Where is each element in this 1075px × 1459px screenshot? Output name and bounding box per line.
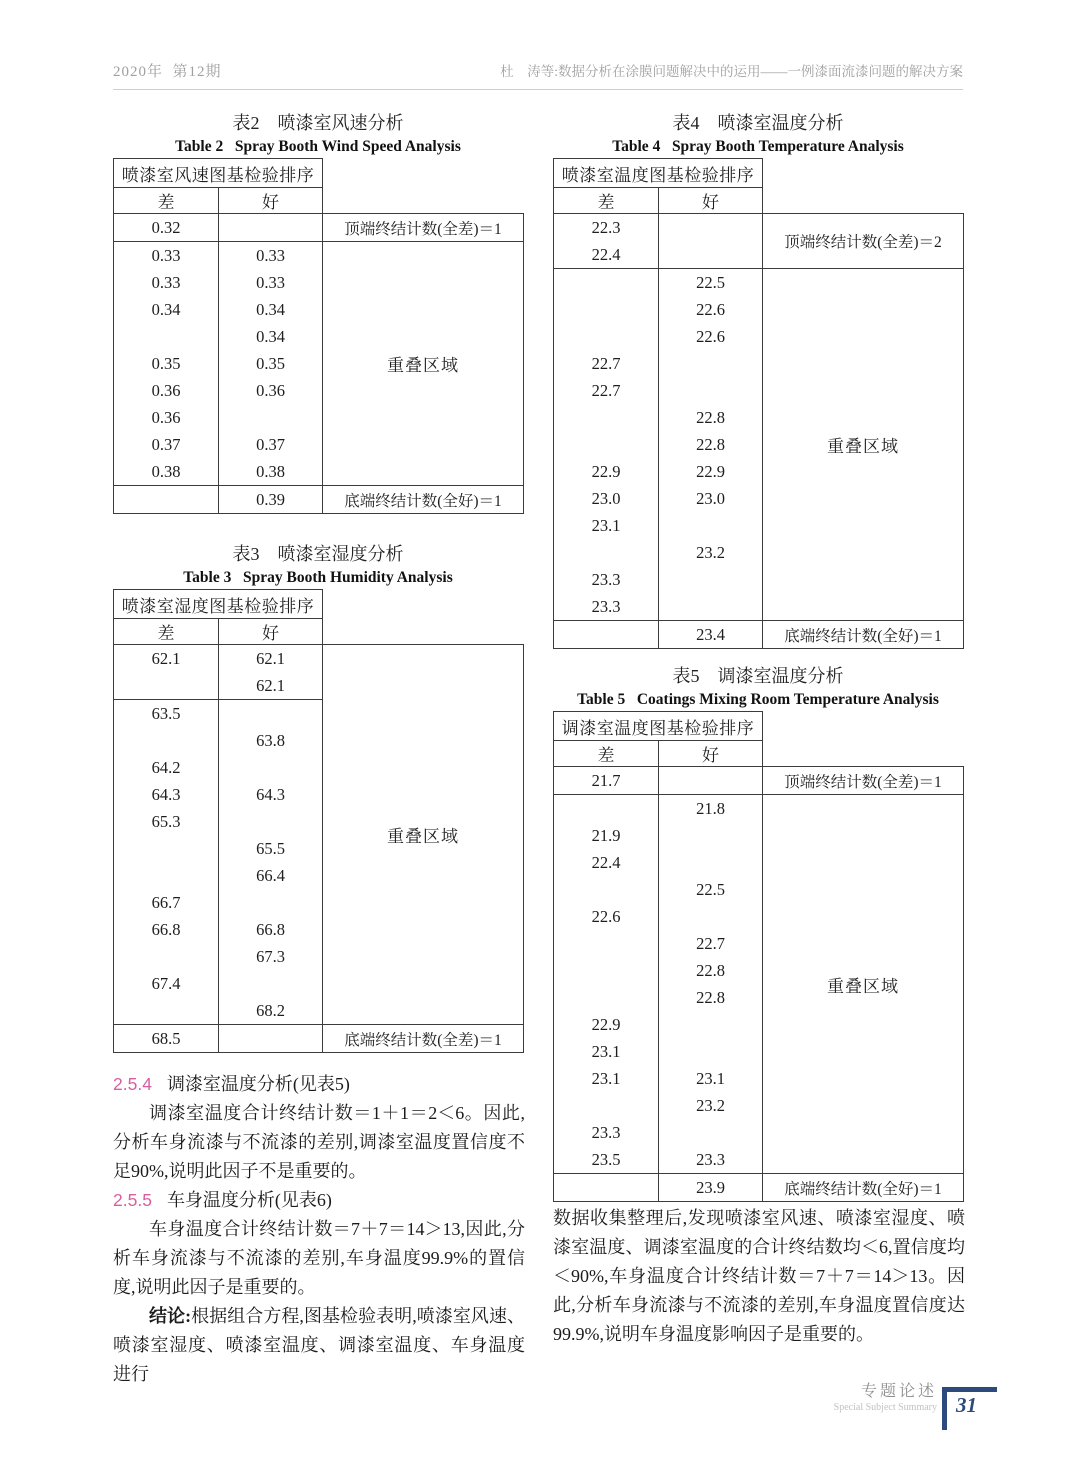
cell-good: 23.4 bbox=[659, 621, 763, 649]
col-header-bad: 差 bbox=[114, 619, 219, 645]
page-header bbox=[113, 60, 963, 81]
cell-bad bbox=[554, 404, 659, 431]
section-title: 车身温度分析(见表6) bbox=[166, 1190, 332, 1210]
cell-bad: 23.3 bbox=[554, 1119, 659, 1146]
cell-good: 22.6 bbox=[659, 296, 763, 323]
page-footer bbox=[834, 1378, 997, 1430]
cell-bad bbox=[114, 323, 219, 350]
spacer-cell bbox=[763, 159, 964, 188]
cell-bad: 23.1 bbox=[554, 1065, 659, 1092]
table-title-zh: 表2 喷漆室风速分析 bbox=[232, 113, 404, 133]
column-header-row bbox=[554, 188, 964, 214]
table-row bbox=[114, 486, 524, 514]
col-header-good: 好 bbox=[659, 188, 763, 214]
column-header-row bbox=[114, 188, 524, 214]
spacer-cell bbox=[763, 741, 964, 767]
cell-good: 0.35 bbox=[219, 350, 323, 377]
cell-bad bbox=[554, 795, 659, 823]
issue-info: 2020年 第12期 bbox=[113, 64, 222, 80]
col-header-bad: 差 bbox=[554, 188, 659, 214]
cell-bad: 22.9 bbox=[554, 458, 659, 485]
cell-bad: 0.38 bbox=[114, 458, 219, 486]
cell-bad: 23.5 bbox=[554, 1146, 659, 1174]
cell-bad bbox=[554, 323, 659, 350]
spacer-cell bbox=[763, 712, 964, 741]
table-row bbox=[554, 269, 964, 297]
cell-bad bbox=[554, 431, 659, 458]
cell-good bbox=[659, 1011, 763, 1038]
cell-good: 23.1 bbox=[659, 1065, 763, 1092]
cell-good: 0.39 bbox=[219, 486, 323, 514]
col-header-good: 好 bbox=[219, 188, 323, 214]
col-header-good: 好 bbox=[659, 741, 763, 767]
cell-bad bbox=[554, 1174, 659, 1202]
cell-good bbox=[219, 1025, 323, 1053]
annotation-overlap: 重叠区域 bbox=[763, 795, 964, 1174]
table-header-cell: 喷漆室风速图基检验排序 bbox=[114, 159, 323, 188]
table-row bbox=[114, 1025, 524, 1053]
spacer-cell bbox=[323, 590, 524, 619]
cell-bad: 66.7 bbox=[114, 889, 219, 916]
spacer-cell bbox=[763, 188, 964, 214]
cell-bad bbox=[114, 862, 219, 889]
cell-bad: 0.33 bbox=[114, 269, 219, 296]
table-row bbox=[554, 214, 964, 242]
cell-good: 66.4 bbox=[219, 862, 323, 889]
cell-good bbox=[219, 754, 323, 781]
ranking-table bbox=[113, 158, 524, 514]
header-rule bbox=[113, 89, 963, 90]
cell-bad bbox=[114, 672, 219, 700]
cell-good: 0.34 bbox=[219, 296, 323, 323]
running-title: 杜 涛等:数据分析在涂膜问题解决中的运用——一例漆面流漆问题的解决方案 bbox=[500, 64, 963, 79]
cell-good: 63.8 bbox=[219, 727, 323, 754]
cell-good bbox=[659, 767, 763, 795]
section-255-paragraph: 车身温度合计终结计数＝7＋7＝14＞13,因此,分析车身流漆与不流漆的差别,车身温度99.9%的置信度,说明此因子是重要的。 bbox=[113, 1219, 525, 1297]
table-row bbox=[554, 621, 964, 649]
cell-good bbox=[219, 808, 323, 835]
cell-good: 68.2 bbox=[219, 997, 323, 1025]
cell-bad: 22.7 bbox=[554, 377, 659, 404]
section-number: 2.5.4 bbox=[113, 1074, 152, 1094]
cell-bad: 0.33 bbox=[114, 242, 219, 270]
cell-bad: 64.2 bbox=[114, 754, 219, 781]
table-header-cell: 调漆室温度图基检验排序 bbox=[554, 712, 763, 741]
table-5-mixing-room-temperature bbox=[553, 663, 963, 1202]
cell-bad bbox=[554, 269, 659, 297]
cell-good: 23.9 bbox=[659, 1174, 763, 1202]
table-title-en: Table 4 Spray Booth Temperature Analysis bbox=[612, 138, 904, 155]
page-number: 31 bbox=[956, 1393, 977, 1417]
cell-bad: 65.3 bbox=[114, 808, 219, 835]
annotation-bottom: 底端终结计数(全好)＝1 bbox=[763, 1174, 964, 1202]
table-title-en: Table 5 Coatings Mixing Room Temperature Analysis bbox=[577, 691, 939, 708]
cell-good bbox=[219, 404, 323, 431]
cell-good: 0.33 bbox=[219, 269, 323, 296]
footer-title-zh: 专题论述 bbox=[860, 1383, 937, 1400]
cell-good bbox=[219, 214, 323, 242]
cell-good bbox=[659, 849, 763, 876]
cell-good: 22.8 bbox=[659, 984, 763, 1011]
cell-good bbox=[659, 1119, 763, 1146]
cell-bad: 23.0 bbox=[554, 485, 659, 512]
cell-good bbox=[219, 889, 323, 916]
cell-good: 66.8 bbox=[219, 916, 323, 943]
cell-bad: 62.1 bbox=[114, 645, 219, 673]
cell-good: 0.36 bbox=[219, 377, 323, 404]
cell-bad: 21.9 bbox=[554, 822, 659, 849]
cell-bad: 23.3 bbox=[554, 593, 659, 621]
right-text-column bbox=[553, 1204, 965, 1349]
spacer-cell bbox=[323, 619, 524, 645]
cell-good bbox=[219, 700, 323, 728]
spacer-cell bbox=[323, 188, 524, 214]
spacer-cell bbox=[323, 159, 524, 188]
column-header-row bbox=[554, 741, 964, 767]
conclusion-label: 结论: bbox=[149, 1306, 192, 1326]
left-text-column bbox=[113, 1070, 525, 1389]
table-header-row bbox=[114, 159, 524, 188]
annotation-top: 顶端终结计数(全差)＝1 bbox=[323, 214, 524, 242]
col-header-bad: 差 bbox=[554, 741, 659, 767]
table-title-zh: 表5 调漆室温度分析 bbox=[672, 666, 844, 686]
table-header-row bbox=[554, 712, 964, 741]
cell-good bbox=[659, 822, 763, 849]
cell-good: 0.37 bbox=[219, 431, 323, 458]
cell-good bbox=[659, 241, 763, 269]
cell-bad: 0.37 bbox=[114, 431, 219, 458]
cell-good: 22.8 bbox=[659, 431, 763, 458]
table-title-zh: 表4 喷漆室温度分析 bbox=[672, 113, 844, 133]
cell-good: 23.2 bbox=[659, 539, 763, 566]
table-row bbox=[554, 767, 964, 795]
cell-bad bbox=[554, 930, 659, 957]
table-header-cell: 喷漆室湿度图基检验排序 bbox=[114, 590, 323, 619]
table-header-row bbox=[554, 159, 964, 188]
table-title-zh: 表3 喷漆室湿度分析 bbox=[232, 544, 404, 564]
cell-good: 21.8 bbox=[659, 795, 763, 823]
conclusion-paragraph bbox=[113, 1302, 525, 1389]
cell-bad: 23.1 bbox=[554, 1038, 659, 1065]
cell-bad: 22.4 bbox=[554, 241, 659, 269]
table-row bbox=[114, 645, 524, 673]
cell-good bbox=[659, 214, 763, 242]
cell-bad: 66.8 bbox=[114, 916, 219, 943]
cell-bad: 23.3 bbox=[554, 566, 659, 593]
ranking-table bbox=[553, 158, 964, 649]
section-heading-255 bbox=[113, 1186, 525, 1215]
cell-good: 62.1 bbox=[219, 672, 323, 700]
cell-bad bbox=[554, 296, 659, 323]
table-row bbox=[554, 795, 964, 823]
cell-bad bbox=[554, 621, 659, 649]
annotation-bottom: 底端终结计数(全好)＝1 bbox=[323, 486, 524, 514]
cell-bad bbox=[114, 835, 219, 862]
cell-bad bbox=[114, 486, 219, 514]
ranking-table bbox=[553, 711, 964, 1202]
cell-bad: 0.36 bbox=[114, 404, 219, 431]
cell-good: 23.2 bbox=[659, 1092, 763, 1119]
conclusion-text: 根据组合方程,图基检验表明,喷漆室风速、喷漆室湿度、喷漆室温度、调漆室温度、车身温度进行 bbox=[113, 1306, 526, 1384]
cell-bad: 68.5 bbox=[114, 1025, 219, 1053]
table-2-wind-speed bbox=[113, 110, 523, 514]
cell-bad: 0.36 bbox=[114, 377, 219, 404]
cell-good: 23.3 bbox=[659, 1146, 763, 1174]
table-title-en: Table 2 Spray Booth Wind Speed Analysis bbox=[175, 138, 461, 155]
page-number-badge bbox=[942, 1387, 997, 1430]
cell-good: 64.3 bbox=[219, 781, 323, 808]
table-header-row bbox=[114, 590, 524, 619]
cell-good: 22.6 bbox=[659, 323, 763, 350]
table-header-cell: 喷漆室温度图基检验排序 bbox=[554, 159, 763, 188]
section-title: 调漆室温度分析(见表5) bbox=[166, 1074, 350, 1094]
cell-good bbox=[659, 377, 763, 404]
cell-bad: 63.5 bbox=[114, 700, 219, 728]
cell-bad: 22.9 bbox=[554, 1011, 659, 1038]
cell-bad: 22.7 bbox=[554, 350, 659, 377]
table-3-humidity bbox=[113, 541, 523, 1053]
cell-bad bbox=[114, 727, 219, 754]
cell-good: 0.34 bbox=[219, 323, 323, 350]
footer-title-en: Special Subject Summary bbox=[833, 1402, 937, 1413]
annotation-overlap: 重叠区域 bbox=[323, 242, 524, 486]
cell-good: 22.7 bbox=[659, 930, 763, 957]
column-header-row bbox=[114, 619, 524, 645]
cell-bad bbox=[554, 539, 659, 566]
cell-good: 23.0 bbox=[659, 485, 763, 512]
cell-bad: 21.7 bbox=[554, 767, 659, 795]
annotation-top: 顶端终结计数(全差)＝1 bbox=[763, 767, 964, 795]
cell-good: 22.9 bbox=[659, 458, 763, 485]
cell-bad: 0.32 bbox=[114, 214, 219, 242]
annotation-bottom: 底端终结计数(全差)＝1 bbox=[323, 1025, 524, 1053]
cell-bad: 23.1 bbox=[554, 512, 659, 539]
continuation-paragraph: 数据收集整理后,发现喷漆室风速、喷漆室湿度、喷漆室温度、调漆室温度的合计终结数均＜6,置信度均＜90%,车身温度合计终结计数＝7＋7＝14＞13。因此,分析车身流漆与不流漆的差别,车身温度置信度达99.9%,说明车身温度影响因子是重要的。 bbox=[553, 1208, 965, 1344]
table-title-en: Table 3 Spray Booth Humidity Analysis bbox=[183, 569, 453, 586]
section-number: 2.5.5 bbox=[113, 1190, 152, 1210]
cell-good: 22.5 bbox=[659, 876, 763, 903]
col-header-good: 好 bbox=[219, 619, 323, 645]
cell-good bbox=[659, 350, 763, 377]
cell-bad: 0.35 bbox=[114, 350, 219, 377]
cell-bad bbox=[114, 943, 219, 970]
cell-bad bbox=[554, 957, 659, 984]
table-row bbox=[114, 214, 524, 242]
cell-bad: 64.3 bbox=[114, 781, 219, 808]
cell-good: 65.5 bbox=[219, 835, 323, 862]
cell-bad bbox=[554, 876, 659, 903]
annotation-bottom: 底端终结计数(全好)＝1 bbox=[763, 621, 964, 649]
cell-good: 22.8 bbox=[659, 404, 763, 431]
annotation-overlap: 重叠区域 bbox=[763, 269, 964, 621]
cell-good: 22.5 bbox=[659, 269, 763, 297]
section-254-paragraph: 调漆室温度合计终结计数＝1＋1＝2＜6。因此,分析车身流漆与不流漆的差别,调漆室温度置信度不足90%,说明此因子不是重要的。 bbox=[113, 1103, 525, 1181]
annotation-overlap: 重叠区域 bbox=[323, 645, 524, 1025]
cell-bad: 22.6 bbox=[554, 903, 659, 930]
cell-bad: 67.4 bbox=[114, 970, 219, 997]
cell-good bbox=[659, 903, 763, 930]
cell-bad bbox=[114, 997, 219, 1025]
table-row bbox=[554, 1174, 964, 1202]
cell-good bbox=[659, 512, 763, 539]
table-4-booth-temperature bbox=[553, 110, 963, 649]
section-heading-254 bbox=[113, 1070, 525, 1099]
cell-good: 62.1 bbox=[219, 645, 323, 673]
cell-good bbox=[659, 566, 763, 593]
cell-good: 67.3 bbox=[219, 943, 323, 970]
cell-good: 0.38 bbox=[219, 458, 323, 486]
table-row bbox=[114, 242, 524, 270]
ranking-table bbox=[113, 589, 524, 1053]
cell-bad: 22.4 bbox=[554, 849, 659, 876]
cell-bad: 0.34 bbox=[114, 296, 219, 323]
cell-good: 22.8 bbox=[659, 957, 763, 984]
footer-labels bbox=[834, 1382, 937, 1414]
cell-bad bbox=[554, 984, 659, 1011]
cell-good bbox=[659, 593, 763, 621]
cell-bad bbox=[554, 1092, 659, 1119]
col-header-bad: 差 bbox=[114, 188, 219, 214]
cell-good bbox=[659, 1038, 763, 1065]
cell-bad: 22.3 bbox=[554, 214, 659, 242]
annotation-top: 顶端终结计数(全差)＝2 bbox=[763, 214, 964, 269]
cell-good bbox=[219, 970, 323, 997]
cell-good: 0.33 bbox=[219, 242, 323, 270]
